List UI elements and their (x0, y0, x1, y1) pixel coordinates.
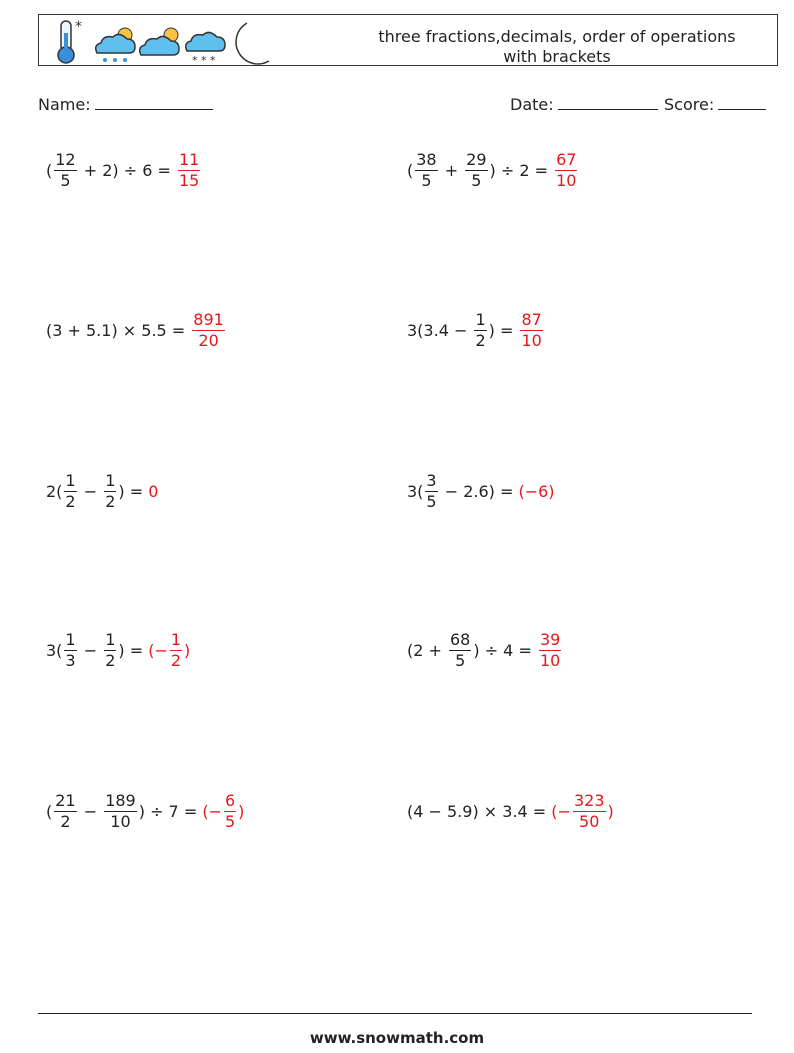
thermometer-icon (58, 19, 82, 63)
name-field[interactable] (38, 94, 213, 114)
expression-text: ) = (118, 640, 149, 660)
problem (407, 783, 614, 839)
denominator: 20 (198, 330, 219, 350)
fraction (539, 630, 561, 671)
fraction (520, 310, 542, 351)
name-blank[interactable] (95, 94, 213, 110)
expression-text: ) = (118, 481, 149, 501)
denominator: 5 (421, 170, 432, 190)
denominator: 10 (539, 650, 561, 670)
fraction (64, 630, 76, 671)
fraction (54, 150, 76, 191)
expression-text: + 2) ÷ 6 = (78, 160, 176, 180)
denominator: 5 (455, 650, 466, 670)
expression-text: 3(3.4 − (407, 320, 473, 340)
numerator: 11 (178, 149, 200, 169)
denominator: 2 (65, 491, 76, 511)
denominator: 5 (471, 170, 482, 190)
problem (407, 302, 545, 358)
answer (551, 791, 613, 832)
problem (407, 142, 579, 198)
date-blank[interactable] (558, 94, 658, 110)
svg-text:* * *: * * * (192, 54, 216, 65)
problem (46, 142, 202, 198)
problem (407, 622, 563, 678)
problem (407, 463, 555, 519)
numerator: 87 (521, 309, 542, 329)
expression-text: − (78, 481, 103, 501)
answer (518, 482, 554, 501)
problem (46, 622, 190, 678)
expression-text: 2( (46, 481, 63, 501)
denominator: 10 (521, 330, 542, 350)
numerator: 189 (105, 790, 136, 810)
expression-text: ) (184, 640, 191, 660)
fraction (178, 150, 200, 191)
expression-text: 3( (46, 640, 63, 660)
score-blank[interactable] (718, 94, 766, 110)
numerator: 1 (105, 629, 116, 649)
denominator: 2 (475, 330, 486, 350)
answer (202, 791, 244, 832)
numerator: 29 (466, 149, 487, 169)
denominator: 5 (224, 811, 236, 831)
expression-text: − (78, 801, 103, 821)
numerator: 68 (450, 629, 471, 649)
expression-text: ) ÷ 2 = (489, 160, 554, 180)
fraction (170, 630, 182, 671)
fraction (465, 150, 487, 191)
expression-text: ) ÷ 7 = (138, 801, 203, 821)
fraction (64, 471, 76, 512)
weather-icons (47, 17, 277, 65)
denominator: 10 (110, 811, 131, 831)
title-line-2: with brackets (503, 47, 611, 66)
expression-text: ) ÷ 4 = (473, 640, 537, 660)
expression-text: ) (607, 801, 614, 821)
fraction (54, 791, 76, 832)
fraction (104, 791, 137, 832)
denominator: 5 (60, 170, 71, 190)
answer (176, 150, 202, 191)
footer-divider (38, 1013, 752, 1014)
expression-text: ( (46, 801, 53, 821)
fraction (555, 150, 577, 191)
snow-cloud-icon (186, 32, 225, 65)
numerator: 38 (416, 149, 437, 169)
denominator: 5 (426, 491, 437, 511)
denominator: 15 (178, 170, 200, 190)
fraction (449, 630, 471, 671)
expression-text: (4 − 5.9) × 3.4 = (407, 801, 552, 821)
rain-cloud-sun-icon (96, 28, 135, 62)
numerator: 67 (556, 149, 577, 169)
expression-text: (− (551, 801, 571, 821)
svg-text:*: * (75, 19, 82, 35)
name-label: Name: (38, 95, 91, 114)
fraction (415, 150, 437, 191)
partly-cloudy-icon (140, 28, 179, 55)
numerator: 12 (55, 149, 76, 169)
answer (553, 150, 579, 191)
fraction (104, 630, 116, 671)
fraction (573, 791, 606, 832)
denominator: 3 (65, 650, 76, 670)
header-box (38, 14, 778, 66)
denominator: 2 (105, 491, 116, 511)
expression-text: ) (238, 801, 245, 821)
expression-text: (3 + 5.1) × 5.5 = (46, 320, 191, 340)
denominator: 2 (60, 811, 71, 831)
score-label: Score: (664, 95, 715, 114)
date-label: Date: (510, 95, 554, 114)
expression-text: ) = (488, 320, 519, 340)
numerator: 3 (426, 470, 437, 490)
numerator: 1 (65, 470, 76, 490)
numerator: 1 (170, 629, 182, 649)
denominator: 2 (105, 650, 116, 670)
expression-text: − 2.6) = (439, 481, 519, 501)
expression-text: (− (148, 640, 168, 660)
expression-text: + (439, 160, 464, 180)
denominator: 50 (579, 811, 600, 831)
answer (148, 482, 158, 501)
fraction (192, 310, 225, 351)
problem (46, 463, 158, 519)
expression-text: − (78, 640, 103, 660)
numerator: 1 (105, 470, 116, 490)
footer-url[interactable]: www.snowmath.com (309, 1029, 485, 1047)
numerator: 1 (475, 309, 486, 329)
numerator: 21 (55, 790, 76, 810)
answer (537, 630, 563, 671)
crescent-moon-icon (236, 23, 269, 64)
fraction (474, 310, 486, 351)
answer (190, 310, 227, 351)
fraction (224, 791, 236, 832)
title-line-1: three fractions,decimals, order of operations (378, 27, 736, 46)
problem (46, 302, 227, 358)
score-field[interactable] (664, 94, 766, 114)
worksheet-title (347, 27, 767, 67)
date-field[interactable] (510, 94, 658, 114)
expression-text: 0 (148, 481, 159, 501)
numerator: 891 (193, 309, 224, 329)
numerator: 323 (573, 790, 605, 810)
fraction (425, 471, 437, 512)
expression-text: (2 + (407, 640, 447, 660)
expression-text: (− (202, 801, 222, 821)
answer (518, 310, 544, 351)
numerator: 1 (65, 629, 76, 649)
problem (46, 783, 244, 839)
numerator: 39 (539, 629, 561, 649)
answer (148, 630, 190, 671)
expression-text: ( (407, 160, 414, 180)
expression-text: 3( (407, 481, 424, 501)
numerator: 6 (224, 790, 236, 810)
expression-text: ( (46, 160, 53, 180)
denominator: 10 (556, 170, 577, 190)
fraction (104, 471, 116, 512)
denominator: 2 (170, 650, 182, 670)
expression-text: (−6) (518, 481, 555, 501)
